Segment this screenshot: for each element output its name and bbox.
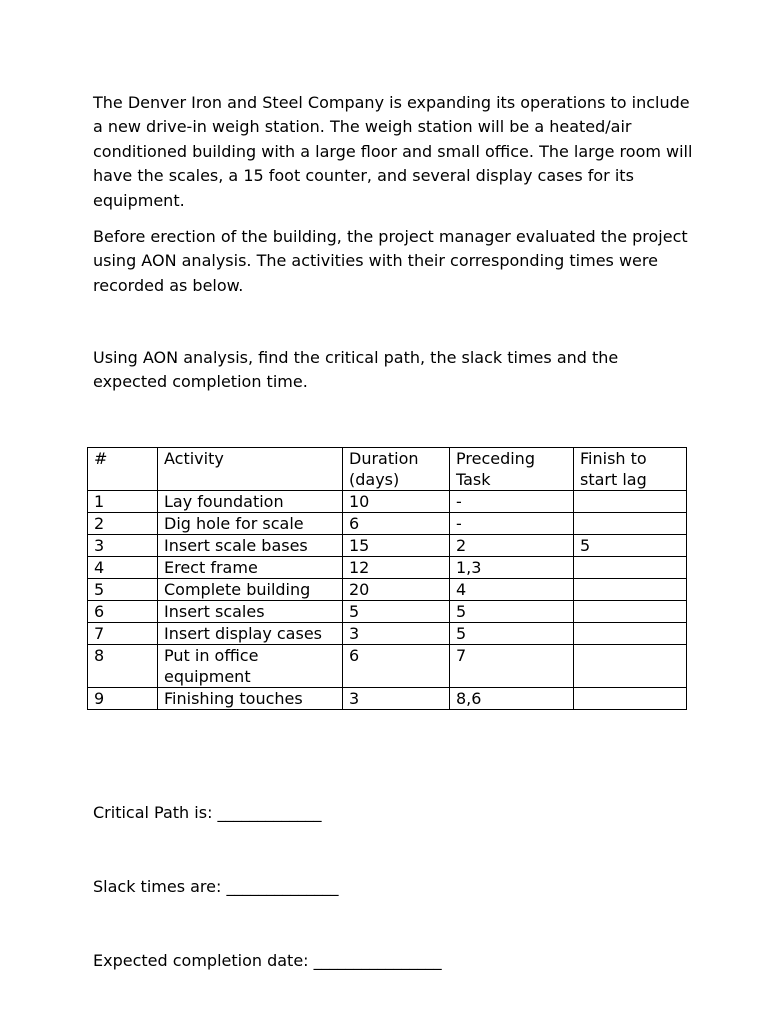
cell-duration: 3: [343, 623, 450, 645]
table-row: [88, 579, 687, 601]
question-paragraph: Using AON analysis, find the critical path, the slack times and the expected completion time.: [93, 348, 619, 392]
table-row: [88, 601, 687, 623]
table-row: [88, 688, 687, 710]
cell-lag: [574, 688, 687, 710]
cell-activity: Finishing touches: [158, 688, 343, 710]
header-finish-to-start-lag: Finish to start lag: [574, 448, 687, 491]
header-number: #: [88, 448, 158, 491]
cell-activity: Dig hole for scale: [158, 513, 343, 535]
critical-path-answer-line: Critical Path is: _____________: [93, 803, 322, 822]
completion-date-answer-line: Expected completion date: ________________: [93, 951, 442, 970]
cell-lag: [574, 491, 687, 513]
cell-lag: [574, 601, 687, 623]
cell-duration: 15: [343, 535, 450, 557]
cell-activity: Complete building: [158, 579, 343, 601]
cell-number: 2: [88, 513, 158, 535]
activities-table: [87, 447, 687, 710]
cell-lag: 5: [574, 535, 687, 557]
table-row: [88, 513, 687, 535]
cell-preceding-task: 8,6: [450, 688, 574, 710]
cell-preceding-task: 7: [450, 645, 574, 688]
header-activity: Activity: [158, 448, 343, 491]
cell-duration: 12: [343, 557, 450, 579]
cell-preceding-task: 1,3: [450, 557, 574, 579]
cell-number: 3: [88, 535, 158, 557]
intro-paragraph: The Denver Iron and Steel Company is expanding its operations to include a new drive-in weigh station. The weigh station will be a heated/air conditioned building with a large floor and small office. The large room will have the scales, a 15 foot counter, and several display cases for its equipment.: [93, 93, 693, 210]
cell-number: 7: [88, 623, 158, 645]
header-preceding-task: Preceding Task: [450, 448, 574, 491]
cell-lag: [574, 579, 687, 601]
table-header-row: [88, 448, 687, 491]
cell-activity: Insert scale bases: [158, 535, 343, 557]
cell-activity: Put in office equipment: [158, 645, 343, 688]
cell-duration: 3: [343, 688, 450, 710]
cell-lag: [574, 557, 687, 579]
context-paragraph: Before erection of the building, the project manager evaluated the project using AON analysis. The activities with their corresponding times were recorded as below.: [93, 227, 688, 295]
table-row: [88, 535, 687, 557]
cell-activity: Insert display cases: [158, 623, 343, 645]
table-row: [88, 491, 687, 513]
cell-preceding-task: 2: [450, 535, 574, 557]
cell-lag: [574, 645, 687, 688]
cell-activity: Erect frame: [158, 557, 343, 579]
cell-activity: Lay foundation: [158, 491, 343, 513]
cell-duration: 10: [343, 491, 450, 513]
cell-duration: 20: [343, 579, 450, 601]
header-duration: Duration (days): [343, 448, 450, 491]
cell-number: 4: [88, 557, 158, 579]
table-row: [88, 623, 687, 645]
cell-duration: 6: [343, 645, 450, 688]
cell-duration: 5: [343, 601, 450, 623]
cell-number: 1: [88, 491, 158, 513]
cell-duration: 6: [343, 513, 450, 535]
cell-preceding-task: 5: [450, 623, 574, 645]
cell-preceding-task: -: [450, 491, 574, 513]
cell-number: 8: [88, 645, 158, 688]
cell-preceding-task: -: [450, 513, 574, 535]
cell-number: 9: [88, 688, 158, 710]
cell-preceding-task: 4: [450, 579, 574, 601]
table-row: [88, 645, 687, 688]
cell-lag: [574, 513, 687, 535]
slack-times-answer-line: Slack times are: ______________: [93, 877, 339, 896]
cell-lag: [574, 623, 687, 645]
table-row: [88, 557, 687, 579]
cell-number: 5: [88, 579, 158, 601]
cell-number: 6: [88, 601, 158, 623]
cell-preceding-task: 5: [450, 601, 574, 623]
cell-activity: Insert scales: [158, 601, 343, 623]
